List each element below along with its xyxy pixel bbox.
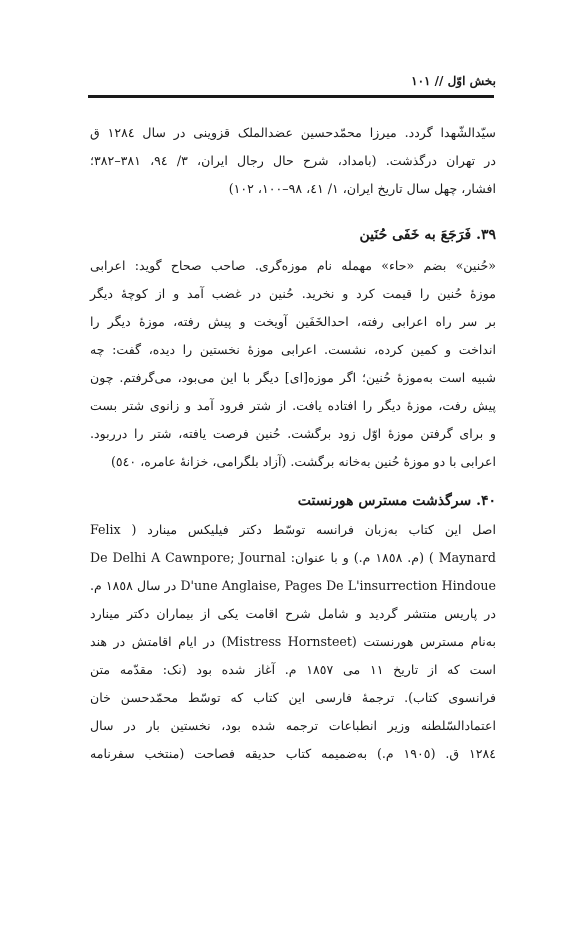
latin-text: De Delhi A Cawnpore; Journal xyxy=(90,550,286,565)
body-line: و برای گرفتن موزهٔ اوّل زود برگشت. حُنین فرصت یافته، شتر را درربود. xyxy=(90,426,496,441)
body-line: در تهران درگذشت. (بامداد، شرح حال رجال ایران، ۳/ ۹٤، ۳۸۱–۳۸۲؛ xyxy=(90,153,496,168)
body-line: اعرابی با دو موزهٔ حُنین به‌خانه برگشت. (آزاد بلگرامی، خزانهٔ عامره، ٥٤۰) xyxy=(110,454,496,469)
body-line: سیّدالشّهدا گردد. میرزا محمّدحسین عضدالملک قزوینی در سال ۱۲۸٤ ق xyxy=(90,125,496,140)
latin-text: D'une Anglaise, Pages De L'insurrection Hindoue xyxy=(180,578,496,593)
body-text: در ایام اقامتش در هند xyxy=(90,634,215,649)
body-line: اعتمادالسّلطنه وزیر انطباعات ترجمه شده بود، نخستین بار در سال xyxy=(90,718,496,733)
body-line: افشار، چهل سال تاریخ ایران، ۱/ ٤۱، ۹۸–۱۰۰، ۱۰۲) xyxy=(228,181,496,196)
body-line: پیش رفت، موزهٔ دیگر را افتاده یافت. از شتر فرود آمد و زانوی شتر بست xyxy=(90,398,496,413)
body-line: موزهٔ حُنین را قیمت کرد و نخرید. حُنین در غضب آمد و از کوچهٔ دیگر xyxy=(90,286,496,301)
body-line: فرانسوی کتاب). ترجمهٔ فارسی این کتاب که توسّط محمّدحسن خان xyxy=(90,690,496,705)
latin-text: Felix xyxy=(90,522,121,537)
section-heading: ۴۰. سرگذشت مسترس هورنستت xyxy=(297,493,496,509)
running-head: بخش اوّل // ۱۰۱ xyxy=(411,74,496,88)
body-line xyxy=(90,520,496,540)
latin-text: (Mistress Hornsteet) xyxy=(221,634,357,649)
header-rule xyxy=(88,95,494,98)
body-line: در پاریس منتشر گردید و شامل شرح اقامت یکی از بیماران دکتر مینارد xyxy=(90,606,496,621)
body-line: ۱۲۸٤ ق. (۱۹۰٥ م.) به‌ضمیمه کتاب حدیقه فصاحت (منتخب سفرنامه xyxy=(90,746,496,761)
body-text: در سال ۱۸٥۸ م. xyxy=(90,578,177,593)
latin-text: Maynard xyxy=(438,550,496,565)
body-line xyxy=(90,576,496,596)
book-page xyxy=(88,0,496,950)
body-line: است که از تاریخ ۱۱ می ۱۸٥۷ م. آغاز شده بود (نک: مقدّمه متن xyxy=(90,662,497,677)
body-text: به‌نام مسترس هورنستت xyxy=(363,634,496,649)
body-line: شبیه است به‌موزهٔ حُنین؛ اگر موزه[ای] دیگر با این می‌بود، می‌گرفتم. چون xyxy=(90,370,496,385)
body-text: ) (م. ۱۸٥۸ م.) و با عنوان: xyxy=(290,550,434,565)
body-line: انداخت و کمین کرده، نشست. اعرابی موزهٔ نخستین را دیده، گفت: چه xyxy=(90,342,496,357)
body-line xyxy=(90,632,496,652)
body-line xyxy=(90,548,496,568)
body-line: «حُنین» بضم «حاء» مهمله نام موزه‌گری. صاحب صحاح گوید: اعرابی xyxy=(90,258,496,273)
body-line: بر سر راه اعرابی رفته، احدالخَفَین آویخت و پیش رفته، موزهٔ دیگر را xyxy=(90,314,496,329)
section-heading: ۳۹. فَرَجَعَ به خَفَی حُنَین xyxy=(359,227,496,243)
body-text: اصل این کتاب به‌زبان فرانسه توسّط دکتر فیلیکس مینارد ( xyxy=(131,522,496,537)
